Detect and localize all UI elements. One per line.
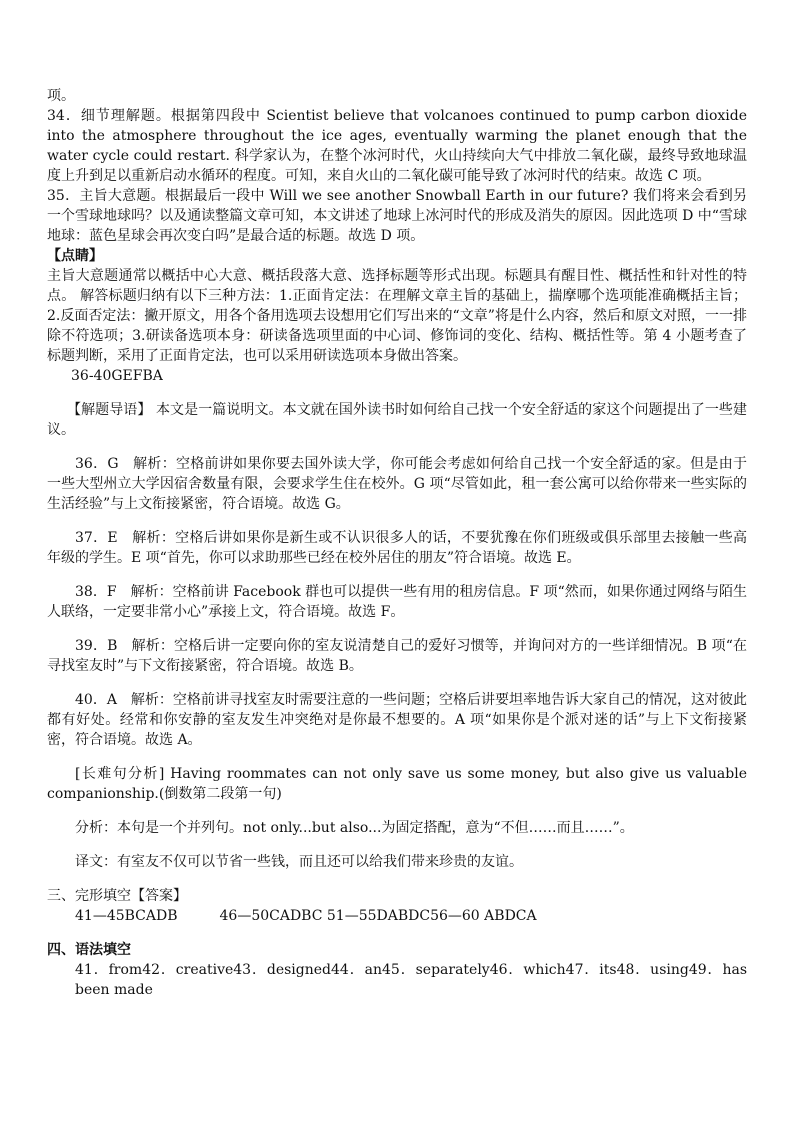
- explain-39: 39．B 解析：空格后讲一定要向你的室友说清楚自己的爱好习惯等，并询问对方的一些详细情况。B 项“在寻找室友时”与下文衔接紧密，符合语境。故选 B。: [47, 638, 747, 674]
- dianjing-heading: 【点睛】: [47, 248, 103, 264]
- translation-note: 译文：有室友不仅可以节省一些钱，而且还可以给我们带来珍贵的友谊。: [75, 854, 523, 870]
- explain-40: 40．A 解析：空格前讲寻找室友时需要注意的一些问题；空格后讲要坦率地告诉大家自己的情况，这对彼此都有好处。经常和你安静的室友发生冲突绝对是你最不想要的。A 项“如果你是个派对迷的话”与上下文衔接紧密，符合语境。故选 A。: [47, 692, 747, 748]
- analysis-note: 分析：本句是一个并列句。not only...but also...为固定搭配，意为“不但……而且……”。: [75, 820, 634, 836]
- grammar-answers: 41．from42．creative43．designed44．an45．separately46．which47．its48．using49．has been made: [75, 962, 747, 998]
- explain-37: 37．E 解析：空格后讲如果你是新生或不认识很多人的话，不要犹豫在你们班级或俱乐部里去接触一些高年级的学生。E 项“首先，你可以求助那些已经在校外居住的朋友”符合语境。故选 E。: [47, 530, 747, 566]
- section-cloze-heading: 三、完形填空【答案】: [47, 888, 187, 904]
- section-grammar-heading: 四、语法填空: [47, 942, 131, 958]
- text-line: 项。: [47, 88, 75, 104]
- jieti-daoyu: 【解题导语】 本文是一篇说明文。本文就在国外读书时如何给自己找一个安全舒适的家这个问题提出了一些建议。: [47, 402, 747, 438]
- long-sentence-analysis: [长难句分析] Having roommates can not only save us some money, but also give us valuable companionship.(倒数第二段第一句): [47, 766, 747, 802]
- dianjing-body: 主旨大意题通常以概括中心大意、概括段落大意、选择标题等形式出现。标题具有醒目性、概括性和针对性的特点。 解答标题归纳有以下三种方法：1.正面肯定法：在理解文章主旨的基础上，揣摩哪个选项能准确概括主旨；2.反面否定法：撇开原文，用各个备用选项去设想用它们写出来的“文章”将是什么内容，然后和原文对照，一一排除不符选项；3.研读备选项本身：研读备选项里面的中心词、修饰词的变化、结构、概括性等。第 4 小题考查了标题判断，采用了正面肯定法，也可以采用研读选项本身做出答案。: [47, 268, 747, 364]
- answer-34: 34．细节理解题。根据第四段中 Scientist believe that volcanoes continued to pump carbon dioxide into the atmosphere throughout the ice ages, eventually warming the planet enough that the water cycle could restart. 科学家认为，在整个冰河时代，火山持续向大气中排放二氧化碳，最终导致地球温度上升到足以重新启动水循环的程度。可知，来自火山的二氧化碳可能导致了冰河时代的结束。故选 C 项。: [47, 108, 747, 184]
- explain-36: 36．G 解析：空格前讲如果你要去国外读大学，你可能会考虑如何给自己找一个安全舒适的家。但是由于一些大型州立大学因宿舍数量有限，会要求学生住在校外。G 项“尽管如此，租一套公寓可以给你带来一些实际的生活经验”与上文衔接紧密，符合语境。故选 G。: [47, 456, 747, 512]
- cloze-answers: 41—45BCADB 46—50CADBC 51—55DABDC56—60 ABDCA: [75, 908, 537, 924]
- document-page: [47, 86, 747, 1000]
- answers-36-40: 36-40GEFBA: [71, 368, 163, 384]
- explain-38: 38．F 解析：空格前讲 Facebook 群也可以提供一些有用的租房信息。F 项“然而，如果你通过网络与陌生人联络，一定要非常小心”承接上文，符合语境。故选 F。: [47, 584, 747, 620]
- answer-35: 35．主旨大意题。根据最后一段中 Will we see another Snowball Earth in our future? 我们将来会看到另一个雪球地球吗？以及通读整篇文章可知，本文讲述了地球上冰河时代的形成及消失的原因。因此选项 D 中“雪球地球：蓝色星球会再次变白吗”是最合适的标题。故选 D 项。: [47, 188, 747, 244]
